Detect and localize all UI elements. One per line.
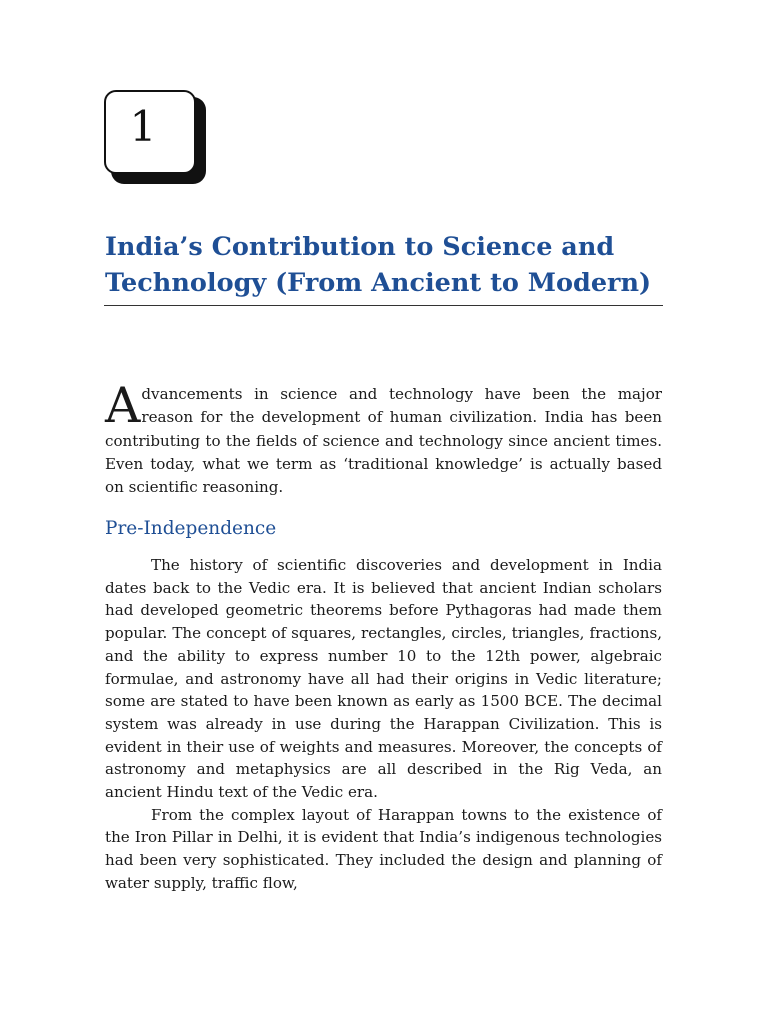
section-heading: Pre-Independence <box>105 518 277 539</box>
body-paragraph: The history of scientific discoveries and development in India dates back to the Vedic era. It is believed that ancient Indian scholars had developed geometric theorems before Pythagoras had made them popular. The concept of squares, rectangles, circles, triangles, fractions, and the ability to express number 10 to the 12th power, algebraic formulae, and astronomy have all had their origins in Vedic literature; some are stated to have been known as early as 1500 BCE. The decimal system was already in use during the Harappan Civilization. This is evident in their use of weights and measures. Moreover, the concepts of astronomy and metaphysics are all described in the Rig Veda, an ancient Hindu text of the Vedic era. <box>105 556 662 802</box>
chapter-number: 1 <box>129 102 157 151</box>
body-paragraph: From the complex layout of Harappan towns to the existence of the Iron Pillar in Delhi, it is evident that India’s indigenous technologies had been very sophisticated. They included the design and planning of water supply, traffic flow, <box>105 805 662 892</box>
intro-paragraph <box>105 377 662 499</box>
section-body <box>105 554 662 895</box>
drop-cap: A <box>105 377 141 434</box>
chapter-title: India’s Contribution to Science and Technology (From Ancient to Modern) <box>105 232 652 298</box>
intro-text: dvancements in science and technology have been the major reason for the development of human civilization. India has been contributing to the fields of science and technology since ancient times. Even today, what we term as ‘traditional knowledge’ is actually based on scientific reasoning. <box>105 385 662 497</box>
title-divider <box>104 305 663 306</box>
chapter-number-box <box>104 90 196 174</box>
